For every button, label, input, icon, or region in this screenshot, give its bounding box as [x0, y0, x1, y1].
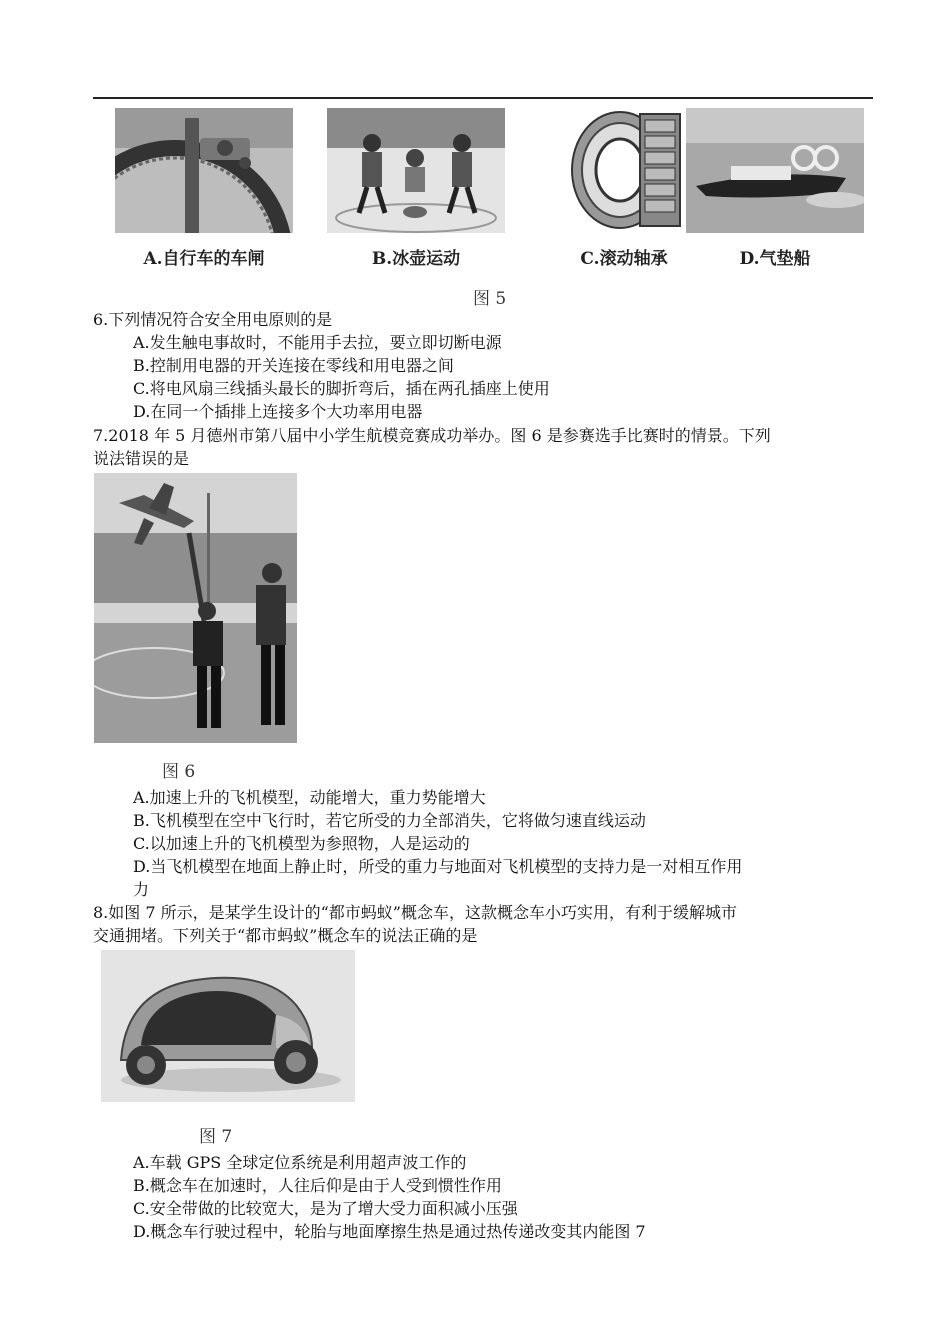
figure-5-caption-a: A.自行车的车闸 [143, 249, 265, 269]
question-7-option-d-continued: 力 [133, 880, 150, 899]
question-6-option-d: D.在同一个插排上连接多个大功率用电器 [133, 402, 423, 421]
question-6-option-b: B.控制用电器的开关连接在零线和用电器之间 [133, 356, 454, 375]
question-8-option-a: A.车载 GPS 全球定位系统是利用超声波工作的 [133, 1153, 467, 1172]
question-7-stem-line-2: 说法错误的是 [93, 449, 190, 468]
model-aircraft-photo [94, 473, 297, 743]
question-6-option-a: A.发生触电事故时，不能用手去拉，要立即切断电源 [133, 333, 502, 352]
question-8-option-b: B.概念车在加速时，人往后仰是由于人受到惯性作用 [133, 1176, 502, 1195]
curling-image [327, 108, 505, 233]
figure-7-label: 图 7 [199, 1127, 233, 1147]
figure-5 [110, 108, 870, 309]
question-7-stem-line-1: 7.2018 年 5 月德州市第八届中小学生航模竞赛成功举办。图 6 是参赛选手比赛时的情景。下列 [93, 426, 771, 445]
question-8-stem-line-2: 交通拥堵。下列关于“都市蚂蚁”概念车的说法正确的是 [93, 926, 478, 945]
question-8-option-c: C.安全带做的比较宽大，是为了增大受力面积减小压强 [133, 1199, 518, 1218]
figure-5-caption-b: B.冰壶运动 [371, 249, 461, 269]
question-6-option-c: C.将电风扇三线插头最长的脚折弯后，插在两孔插座上使用 [133, 379, 550, 398]
question-8-stem-line-1: 8.如图 7 所示，是某学生设计的“都市蚂蚁”概念车，这款概念车小巧实用，有利于缓解城市 [93, 903, 737, 922]
header-rule [93, 97, 873, 99]
figure-6-label: 图 6 [162, 762, 196, 782]
question-7-option-b: B.飞机模型在空中飞行时，若它所受的力全部消失，它将做匀速直线运动 [133, 811, 646, 830]
question-7-option-c: C.以加速上升的飞机模型为参照物，人是运动的 [133, 834, 470, 853]
figure-5-caption-c: C.滚动轴承 [580, 249, 668, 269]
figure-5-caption-d: D.气垫船 [739, 249, 811, 269]
figure-5-label: 图 5 [473, 289, 507, 309]
question-8-option-d: D.概念车行驶过程中，轮胎与地面摩擦生热是通过热传递改变其内能图 7 [133, 1222, 646, 1241]
hovercraft-image [686, 108, 864, 233]
bicycle-brake-image [115, 108, 293, 233]
concept-car-photo [101, 950, 355, 1102]
question-6-stem: 6.下列情况符合安全用电原则的是 [93, 310, 333, 329]
question-7-option-a: A.加速上升的飞机模型，动能增大，重力势能增大 [133, 788, 486, 807]
question-7-option-d: D.当飞机模型在地面上静止时，所受的重力与地面对飞机模型的支持力是一对相互作用 [133, 857, 743, 876]
